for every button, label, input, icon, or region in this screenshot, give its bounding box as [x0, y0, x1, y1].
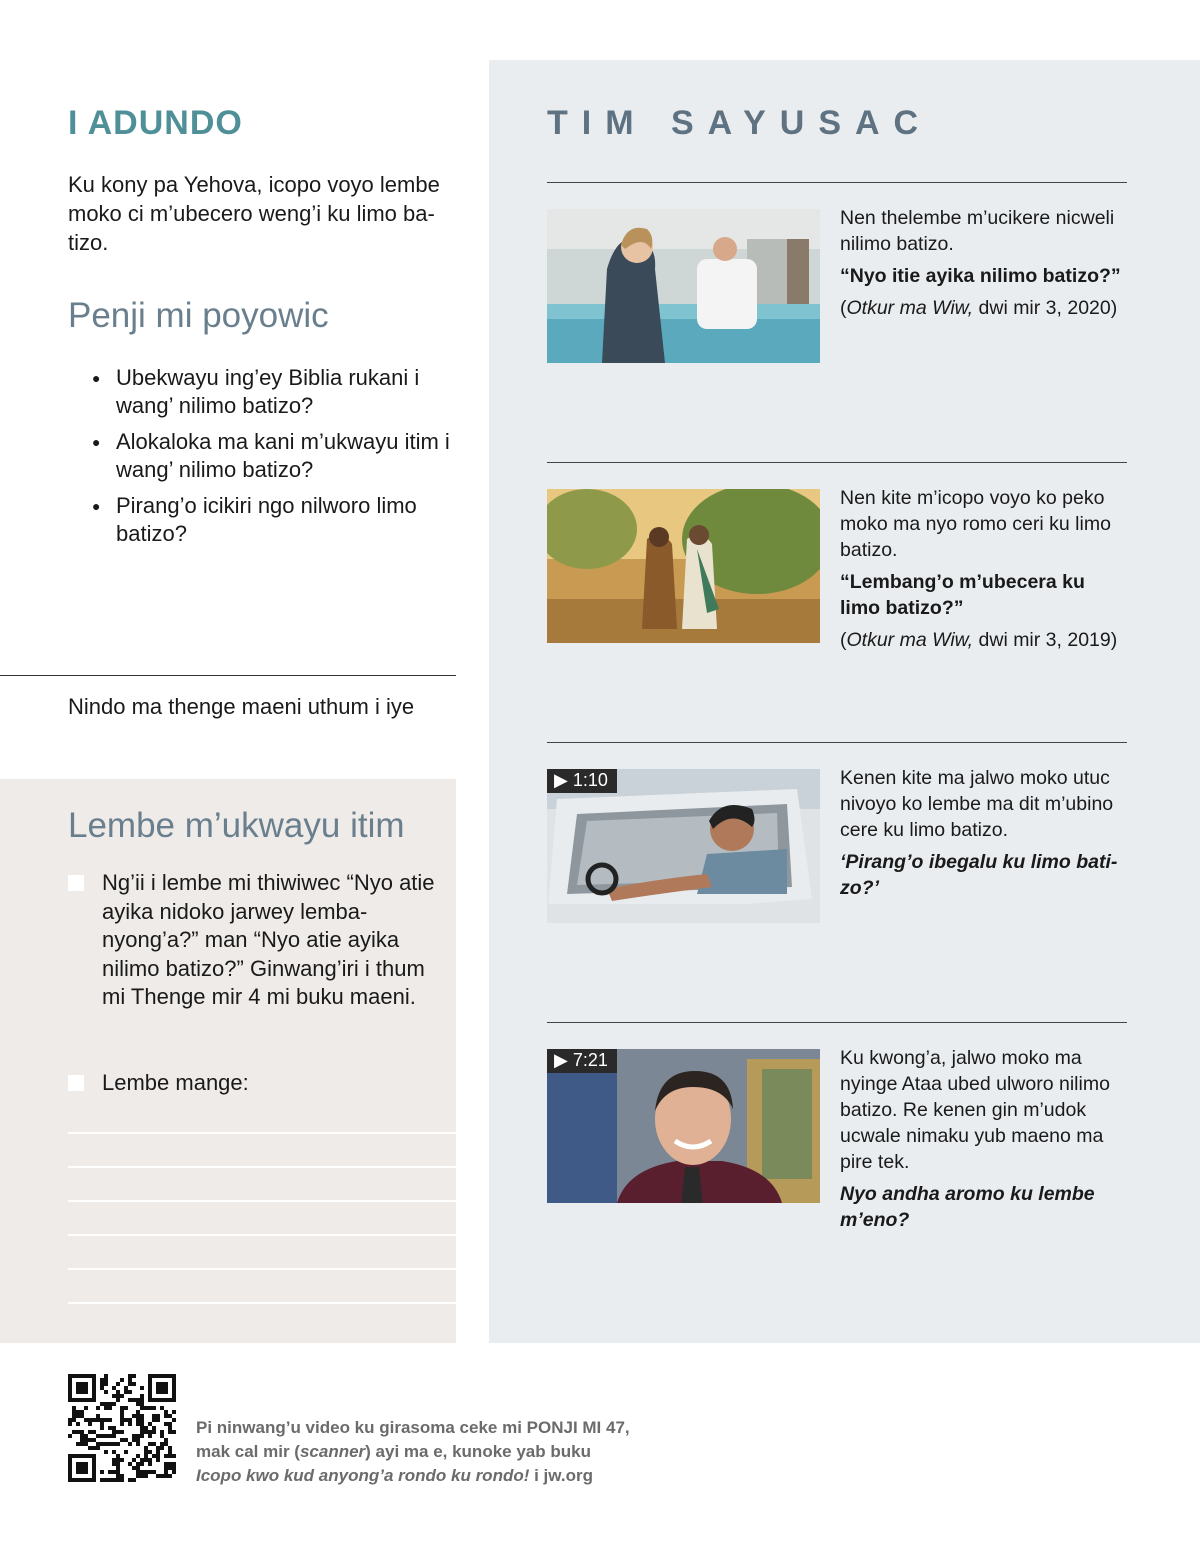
review-date-label: Nindo ma thenge maeni uthum i iye [68, 694, 415, 719]
source-publication: Otkur ma Wiw, [846, 629, 974, 651]
writing-line[interactable] [68, 1302, 456, 1304]
divider [547, 462, 1127, 463]
video-duration: 1:10 [572, 770, 608, 790]
checkbox[interactable] [68, 1075, 84, 1091]
summary-heading: I ADUNDO [68, 104, 243, 142]
task-2[interactable] [68, 1069, 438, 1098]
item-3-title[interactable]: ‘Pirang’o ibegalu ku limo batizo?’ [840, 851, 1118, 899]
summary-intro: Ku kony pa Yehova, icopo voyo lembe moko ci m’ubecero weng’i ku limo batizo. [68, 172, 440, 255]
writing-line[interactable] [68, 1268, 456, 1270]
checkbox[interactable] [68, 875, 84, 891]
man-driving-car-video[interactable] [547, 769, 820, 923]
research-item-2 [840, 485, 1130, 659]
item-2-description: Nen kite m’icopo voyo ko peko moko ma nyo romo ceri ku limo batizo. [840, 487, 1111, 561]
question-item: ● Pirang’o icikiri ngo nilworo limo batizo? [92, 492, 462, 548]
item-1-title[interactable]: “Nyo itie ayika nilimo batizo?” [840, 265, 1121, 287]
video-duration-badge: ▶ 7:21 [547, 1049, 617, 1073]
research-item-3 [840, 765, 1130, 907]
item-1-description: Nen thelembe m’ucikere nicweli nilimo batizo. [840, 207, 1115, 255]
task-2-text: Lembe mange: [102, 1070, 249, 1095]
item-2-title[interactable]: “Lembang’o m’ubecera ku limo batizo?” [840, 571, 1085, 619]
task-1-text: Ng’ii i lembe mi thiwiwec “Nyo atie ayika nidoko jarwey lembanyong’a?” man “Nyo atie ayika nilimo batizo?” Ginwang’iri i thum mi Thenge mir 4 mi buku maeni. [102, 870, 435, 1009]
action-panel [0, 779, 456, 1343]
footer-line-1: Pi ninwang’u video ku girasoma ceke mi PONJI MI 47, [196, 1418, 630, 1437]
video-duration: 7:21 [572, 1050, 608, 1070]
item-1-source: (Otkur ma Wiw, dwi mir 3, 2020) [840, 297, 1118, 319]
divider [0, 675, 456, 676]
divider [547, 1022, 1127, 1023]
question-item: ● Alokaloka ma kani m’ukwayu itim i wang’ nilimo batizo? [92, 428, 462, 484]
divider [547, 182, 1127, 183]
writing-line[interactable] [68, 1166, 456, 1168]
item-3-description: Kenen kite ma jalwo moko utuc nivoyo ko lembe ma dit m’ubino cere ku limo batizo. [840, 767, 1114, 841]
action-heading: Lembe m’ukwayu itim [68, 806, 405, 845]
writing-line[interactable] [68, 1200, 456, 1202]
divider [547, 742, 1127, 743]
book-title[interactable]: Icopo kwo kud anyong’a rondo ku rondo! [196, 1466, 530, 1485]
footer-line-2: mak cal mir (scanner) ayi ma e, kunoke yab buku [196, 1442, 591, 1461]
philip-ethiopian-painting[interactable] [547, 489, 820, 643]
task-1[interactable] [68, 869, 438, 1012]
research-heading: TIM SAYUSAC [547, 104, 933, 142]
writing-line[interactable] [68, 1132, 456, 1134]
video-duration-badge: ▶ 1:10 [547, 769, 617, 793]
baptism-pool-photo[interactable] [547, 209, 820, 363]
writing-line[interactable] [68, 1234, 456, 1236]
footer-line-3 [196, 1464, 630, 1488]
item-2-source: (Otkur ma Wiw, dwi mir 3, 2019) [840, 629, 1118, 651]
item-4-title[interactable]: Nyo andha aromo ku lembe m’eno? [840, 1183, 1095, 1231]
questions-heading: Penji mi poyowic [68, 296, 329, 335]
source-publication: Otkur ma Wiw, [846, 297, 974, 319]
website-link[interactable]: i jw.org [529, 1466, 593, 1485]
research-item-4 [840, 1045, 1130, 1239]
research-item-1 [840, 205, 1130, 327]
questions-list [92, 364, 462, 556]
qr-code[interactable] [68, 1374, 176, 1482]
footer-note [196, 1416, 630, 1488]
item-4-description: Ku kwong’a, jalwo moko ma nyinge Ataa ubed ulworo nilimo batizo. Re kenen gin m’udok ucwale nimaku yub maeno ma pire tek. [840, 1047, 1110, 1173]
smiling-man-interview-video[interactable] [547, 1049, 820, 1203]
question-item: ● Ubekwayu ing’ey Biblia rukani i wang’ nilimo batizo? [92, 364, 462, 420]
